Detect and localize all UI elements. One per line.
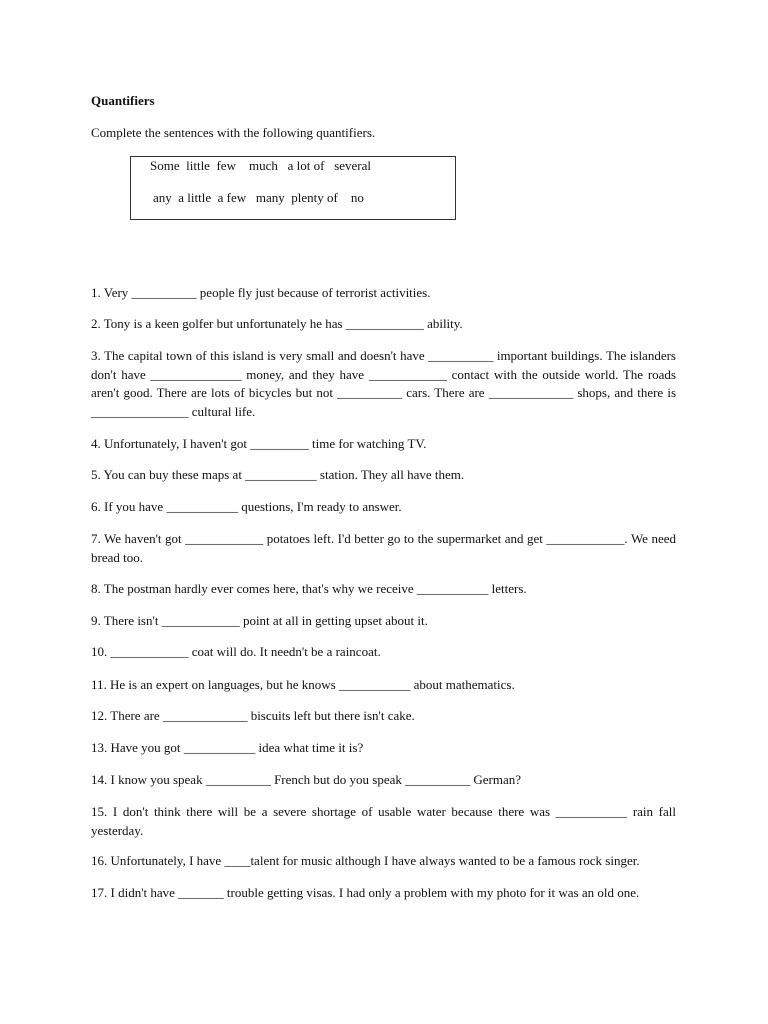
- question-5: 5. You can buy these maps at ___________ station. They all have them.: [91, 467, 465, 482]
- question-4: 4. Unfortunately, I haven't got _________ time for watching TV.: [91, 436, 427, 451]
- instruction-text: Complete the sentences with the following quantifiers.: [91, 125, 376, 140]
- word-many: many: [255, 190, 285, 205]
- question-15: 15. I don't think there will be a severe shortage of usable water because there was ___________ rain fall yesterday.: [91, 804, 676, 838]
- quantifier-word-box: [130, 156, 456, 220]
- question-6: 6. If you have ___________ questions, I'm ready to answer.: [91, 499, 402, 514]
- word-several: several: [334, 158, 371, 173]
- question-12: 12. There are _____________ biscuits left but there isn't cake.: [91, 708, 415, 723]
- question-11: 11. He is an expert on languages, but he knows ___________ about mathematics.: [91, 677, 515, 692]
- word-some: Some: [150, 158, 180, 173]
- page-title: Quantifiers: [91, 93, 155, 108]
- question-3: 3. The capital town of this island is very small and doesn't have __________ important buildings. The islanders don't have ______________ money, and they have ____________ contact with the outside world. The roads aren't good. There are lots of bicycles but not __________ cars. There are _____________ shops, and there is _______________ cultural life.: [91, 348, 676, 419]
- word-few: few: [216, 158, 236, 173]
- word-a-few: a few: [217, 190, 247, 205]
- word-box-row-1: [150, 158, 371, 174]
- question-1: 1. Very __________ people fly just because of terrorist activities.: [91, 285, 431, 300]
- question-16: 16. Unfortunately, I have ____talent for music although I have always wanted to be a famous rock singer.: [91, 853, 640, 868]
- word-much: much: [248, 158, 278, 173]
- word-box-row-2: [153, 190, 364, 206]
- question-14: 14. I know you speak __________ French but do you speak __________ German?: [91, 772, 522, 787]
- question-7: 7. We haven't got ____________ potatoes left. I'd better go to the supermarket and get ____________. We need bread too.: [91, 531, 676, 565]
- question-8: 8. The postman hardly ever comes here, that's why we receive ___________ letters.: [91, 581, 527, 596]
- word-a-lot-of: a lot of: [287, 158, 325, 173]
- question-10: 10. ____________ coat will do. It needn't be a raincoat.: [91, 644, 381, 659]
- word-plenty-of: plenty of: [291, 190, 338, 205]
- question-2: 2. Tony is a keen golfer but unfortunately he has ____________ ability.: [91, 316, 463, 331]
- question-9: 9. There isn't ____________ point at all in getting upset about it.: [91, 613, 428, 628]
- question-13: 13. Have you got ___________ idea what time it is?: [91, 740, 364, 755]
- word-no: no: [350, 190, 364, 205]
- word-little: little: [186, 158, 210, 173]
- word-a-little: a little: [178, 190, 212, 205]
- word-any: any: [153, 190, 172, 205]
- question-17: 17. I didn't have _______ trouble getting visas. I had only a problem with my photo for it was an old one.: [91, 885, 640, 900]
